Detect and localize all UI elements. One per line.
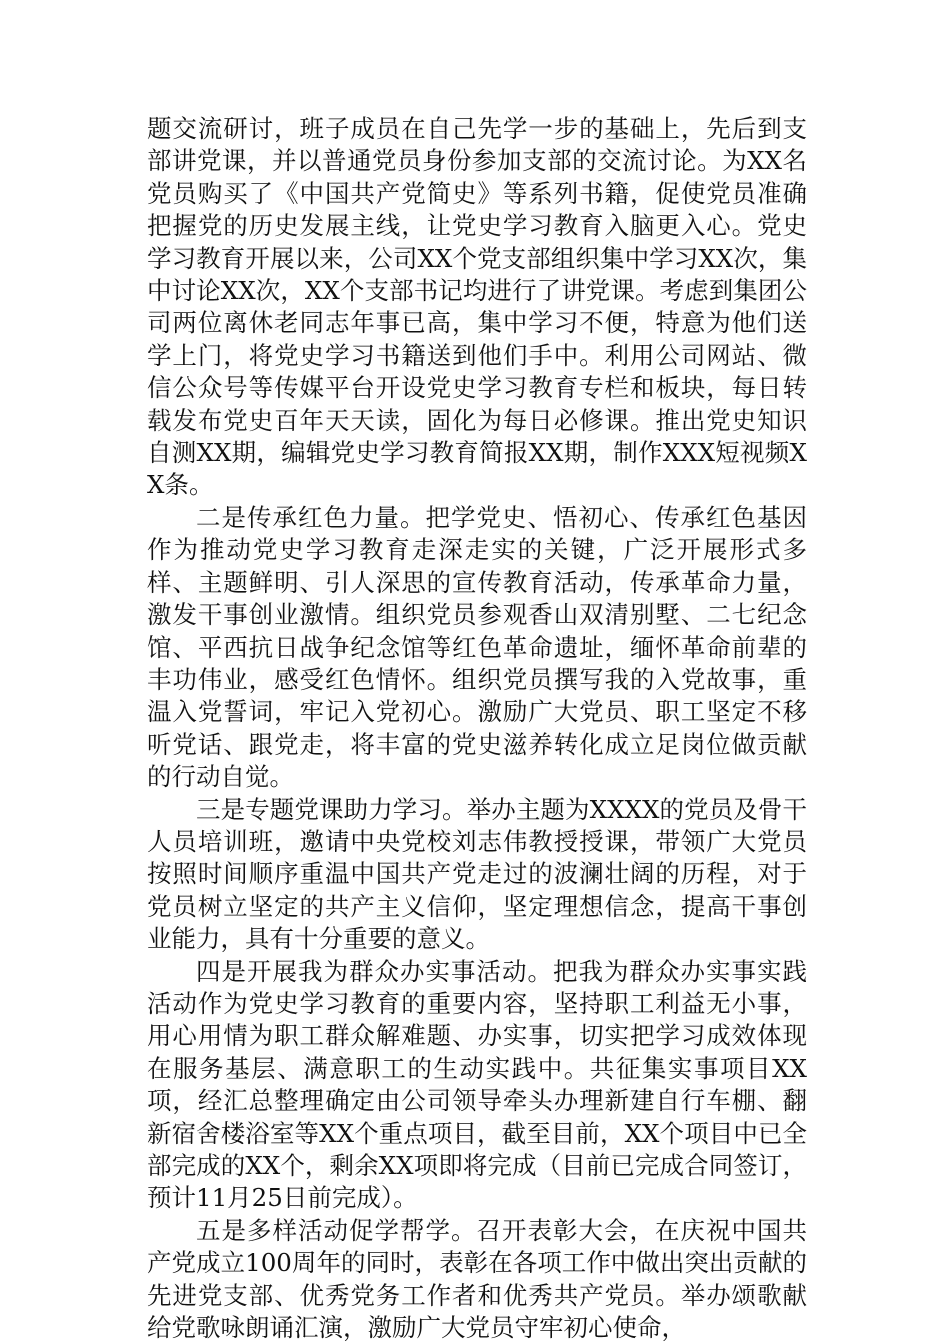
- paragraph-continuation: 题交流研讨，班子成员在自己先学一步的基础上，先后到支部讲党课，并以普通党员身份参加支部的交流讨论。为XX名党员购买了《中国共产党简史》等系列书籍，促使党员准确把握党的历史发展主线，让党史学习教育入脑更入心。党史学习教育开展以来，公司XX个党支部组织集中学习XX次，集中讨论XX次，XX个支部书记均进行了讲党课。考虑到集团公司两位离休老同志年事已高，集中学习不便，特意为他们送学上门，将党史学习书籍送到他们手中。利用公司网站、微信公众号等传媒平台开设党史学习教育专栏和板块，每日转载发布党史百年天天读，固化为每日必修课。推出党史知识自测XX期，编辑党史学习教育简报XX期，制作XXX短视频XX条。: [147, 114, 807, 500]
- paragraph-red-power: 二是传承红色力量。把学党史、悟初心、传承红色基因作为推动党史学习教育走深走实的关键，广泛开展形式多样、主题鲜明、引人深思的宣传教育活动，传承革命力量，激发干事创业激情。组织党员参观香山双清别墅、二七纪念馆、平西抗日战争纪念馆等红色革命遗址，缅怀革命前辈的丰功伟业，感受红色情怀。组织党员撰写我的入党故事，重温入党誓词，牢记入党初心。激励广大党员、职工坚定不移听党话、跟党走，将丰富的党史滋养转化成立足岗位做贡献的行动自觉。: [147, 502, 807, 792]
- document-body: [147, 113, 807, 1344]
- paragraph-diverse-activities: 五是多样活动促学帮学。召开表彰大会，在庆祝中国共产党成立100周年的同时，表彰在各项工作中做出突出贡献的先进党支部、优秀党务工作者和优秀共产党员。举办颂歌献给党歌咏朗诵汇演，激励广大党员守牢初心使命，: [147, 1215, 807, 1343]
- paragraph-practical-deeds: 四是开展我为群众办实事活动。把我为群众办实事实践活动作为党史学习教育的重要内容，坚持职工利益无小事，用心用情为职工群众解难题、办实事，切实把学习成效体现在服务基层、满意职工的生动实践中。共征集实事项目XX项，经汇总整理确定由公司领导牵头办理新建自行车棚、翻新宿舍楼浴室等XX个重点项目，截至目前，XX个项目中已全部完成的XX个，剩余XX项即将完成（目前已完成合同签订，预计11月25日前完成）。: [147, 956, 807, 1213]
- paragraph-party-lecture: 三是专题党课助力学习。举办主题为XXXX的党员及骨干人员培训班，邀请中央党校刘志伟教授授课，带领广大党员按照时间顺序重温中国共产党走过的波澜壮阔的历程，对于党员树立坚定的共产主义信仰，坚定理想信念，提高干事创业能力，具有十分重要的意义。: [147, 794, 807, 954]
